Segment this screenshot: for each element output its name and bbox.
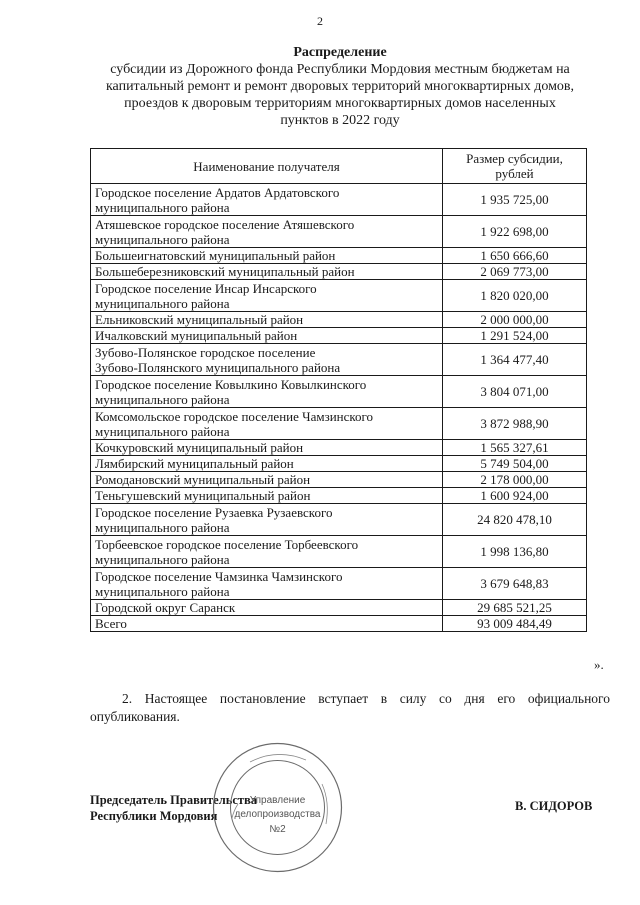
table-row	[91, 504, 587, 536]
subsidy-amount: 1 935 725,00	[443, 184, 587, 216]
recipient-name-line: Ромодановский муниципальный район	[95, 472, 311, 487]
recipient-name-line: Городское поселение Ковылкино Ковылкинского	[95, 376, 367, 392]
recipient-name-line: Теньгушевский муниципальный район	[95, 488, 311, 503]
recipient-name	[91, 376, 443, 408]
subsidy-amount: 1 922 698,00	[443, 216, 587, 248]
table-body	[91, 184, 587, 616]
recipient-name-line: Городское поселение Чамзинка Чамзинского	[95, 568, 343, 584]
table-row	[91, 312, 587, 328]
recipient-name-line: Ельниковский муниципальный район	[95, 312, 304, 327]
signatory-name: В. СИДОРОВ	[515, 799, 593, 813]
recipient-name-line: Городское поселение Инсар Инсарского	[95, 280, 317, 296]
recipient-name	[91, 488, 443, 504]
official-stamp	[210, 740, 345, 875]
table-row	[91, 440, 587, 456]
recipient-name-line: муниципального района	[95, 519, 230, 535]
recipient-name	[91, 456, 443, 472]
subtitle-line: пунктов в 2022 году	[280, 113, 400, 128]
recipient-name-line: муниципального района	[95, 423, 230, 439]
table-row	[91, 344, 587, 376]
recipient-name	[91, 600, 443, 616]
recipient-name	[91, 504, 443, 536]
recipient-name	[91, 440, 443, 456]
table-row	[91, 376, 587, 408]
signatory-title-line: Председатель Правительства	[90, 793, 258, 807]
table-row	[91, 328, 587, 344]
recipient-name-line: муниципального района	[95, 199, 230, 215]
recipient-name	[91, 408, 443, 440]
recipient-name-line: муниципального района	[95, 295, 230, 311]
recipient-name-line: Городское поселение Рузаевка Рузаевского	[95, 504, 333, 520]
subsidy-amount: 3 804 071,00	[443, 376, 587, 408]
recipient-name	[91, 328, 443, 344]
table-row	[91, 264, 587, 280]
recipient-name	[91, 536, 443, 568]
header-amount-line: Размер субсидии,	[466, 151, 563, 166]
recipient-name-line: Городской округ Саранск	[95, 600, 236, 615]
recipient-name-line: муниципального района	[95, 551, 230, 567]
subsidy-amount: 2 069 773,00	[443, 264, 587, 280]
table-row	[91, 216, 587, 248]
table-row	[91, 184, 587, 216]
table-row	[91, 488, 587, 504]
recipient-name-line: Ичалковский муниципальный район	[95, 328, 298, 343]
subsidy-amount: 2 178 000,00	[443, 472, 587, 488]
stamp-outer-ring	[214, 744, 342, 872]
recipient-name-line: муниципального района	[95, 583, 230, 599]
header-amount	[443, 149, 587, 184]
total-label: Всего	[91, 616, 443, 632]
stamp-text-line: Управление	[249, 795, 306, 806]
recipient-name-line: муниципального района	[95, 231, 230, 247]
table-row	[91, 456, 587, 472]
recipient-name	[91, 264, 443, 280]
table-header-row	[91, 149, 587, 184]
recipient-name-line: Городское поселение Ардатов Ардатовского	[95, 184, 340, 200]
recipient-name	[91, 248, 443, 264]
recipient-name	[91, 312, 443, 328]
subsidy-amount: 1 998 136,80	[443, 536, 587, 568]
clause-text: 2. Настоящее постановление вступает в силу со дня его официального опубликования.	[90, 691, 610, 724]
recipient-name-line: Кочкуровский муниципальный район	[95, 440, 304, 455]
table-row	[91, 280, 587, 312]
recipient-name-line: Лямбирский муниципальный район	[95, 456, 294, 471]
table-row	[91, 536, 587, 568]
subtitle-line: субсидии из Дорожного фонда Республики Мордовия местным бюджетам на	[110, 62, 570, 77]
recipient-name	[91, 568, 443, 600]
recipient-name-line: Комсомольское городское поселение Чамзинского	[95, 408, 374, 424]
subtitle-line: капитальный ремонт и ремонт дворовых территорий многоквартирных домов,	[105, 79, 575, 94]
stamp-text-line: делопроизводства	[234, 809, 321, 820]
document-heading	[70, 44, 610, 129]
recipient-name-line: Торбеевское городское поселение Торбеевского	[95, 536, 359, 552]
table-row	[91, 568, 587, 600]
subsidy-amount: 5 749 504,00	[443, 456, 587, 472]
recipient-name	[91, 184, 443, 216]
recipient-name	[91, 216, 443, 248]
signatory-title-line: Республики Мордовия	[90, 809, 218, 823]
header-recipient: Наименование получателя	[91, 149, 443, 184]
header-amount-line: рублей	[495, 166, 534, 181]
subsidy-table	[90, 148, 587, 632]
recipient-name-line: Зубово-Полянского муниципального района	[95, 359, 341, 375]
subsidy-amount: 3 872 988,90	[443, 408, 587, 440]
table-row	[91, 408, 587, 440]
subsidy-amount: 1 650 666,60	[443, 248, 587, 264]
subsidy-amount: 1 600 924,00	[443, 488, 587, 504]
stamp-inner-ring	[231, 761, 325, 855]
table-row	[91, 248, 587, 264]
subsidy-amount: 24 820 478,10	[443, 504, 587, 536]
total-amount: 93 009 484,49	[443, 616, 587, 632]
page-number: 2	[317, 14, 323, 28]
recipient-name-line: Атяшевское городское поселение Атяшевского	[95, 216, 355, 232]
document-title: Распределение	[293, 45, 387, 60]
subsidy-amount: 29 685 521,25	[443, 600, 587, 616]
recipient-name	[91, 280, 443, 312]
subsidy-amount: 1 565 327,61	[443, 440, 587, 456]
subsidy-amount: 1 291 524,00	[443, 328, 587, 344]
recipient-name-line: Зубово-Полянское городское поселение	[95, 344, 316, 360]
subsidy-amount: 2 000 000,00	[443, 312, 587, 328]
recipient-name-line: Большеберезниковский муниципальный район	[95, 264, 355, 279]
subsidy-amount: 1 820 020,00	[443, 280, 587, 312]
recipient-name	[91, 472, 443, 488]
table-row	[91, 472, 587, 488]
closing-quote: ».	[594, 657, 604, 672]
table-total-row	[91, 616, 587, 632]
table-row	[91, 600, 587, 616]
recipient-name-line: Большеигнатовский муниципальный район	[95, 248, 336, 263]
subtitle-line: проездов к дворовым территориям многоквартирных домов населенных	[124, 96, 556, 111]
recipient-name	[91, 344, 443, 376]
recipient-name-line: муниципального района	[95, 391, 230, 407]
subsidy-amount: 1 364 477,40	[443, 344, 587, 376]
stamp-text-line: №2	[269, 824, 286, 835]
subsidy-amount: 3 679 648,83	[443, 568, 587, 600]
